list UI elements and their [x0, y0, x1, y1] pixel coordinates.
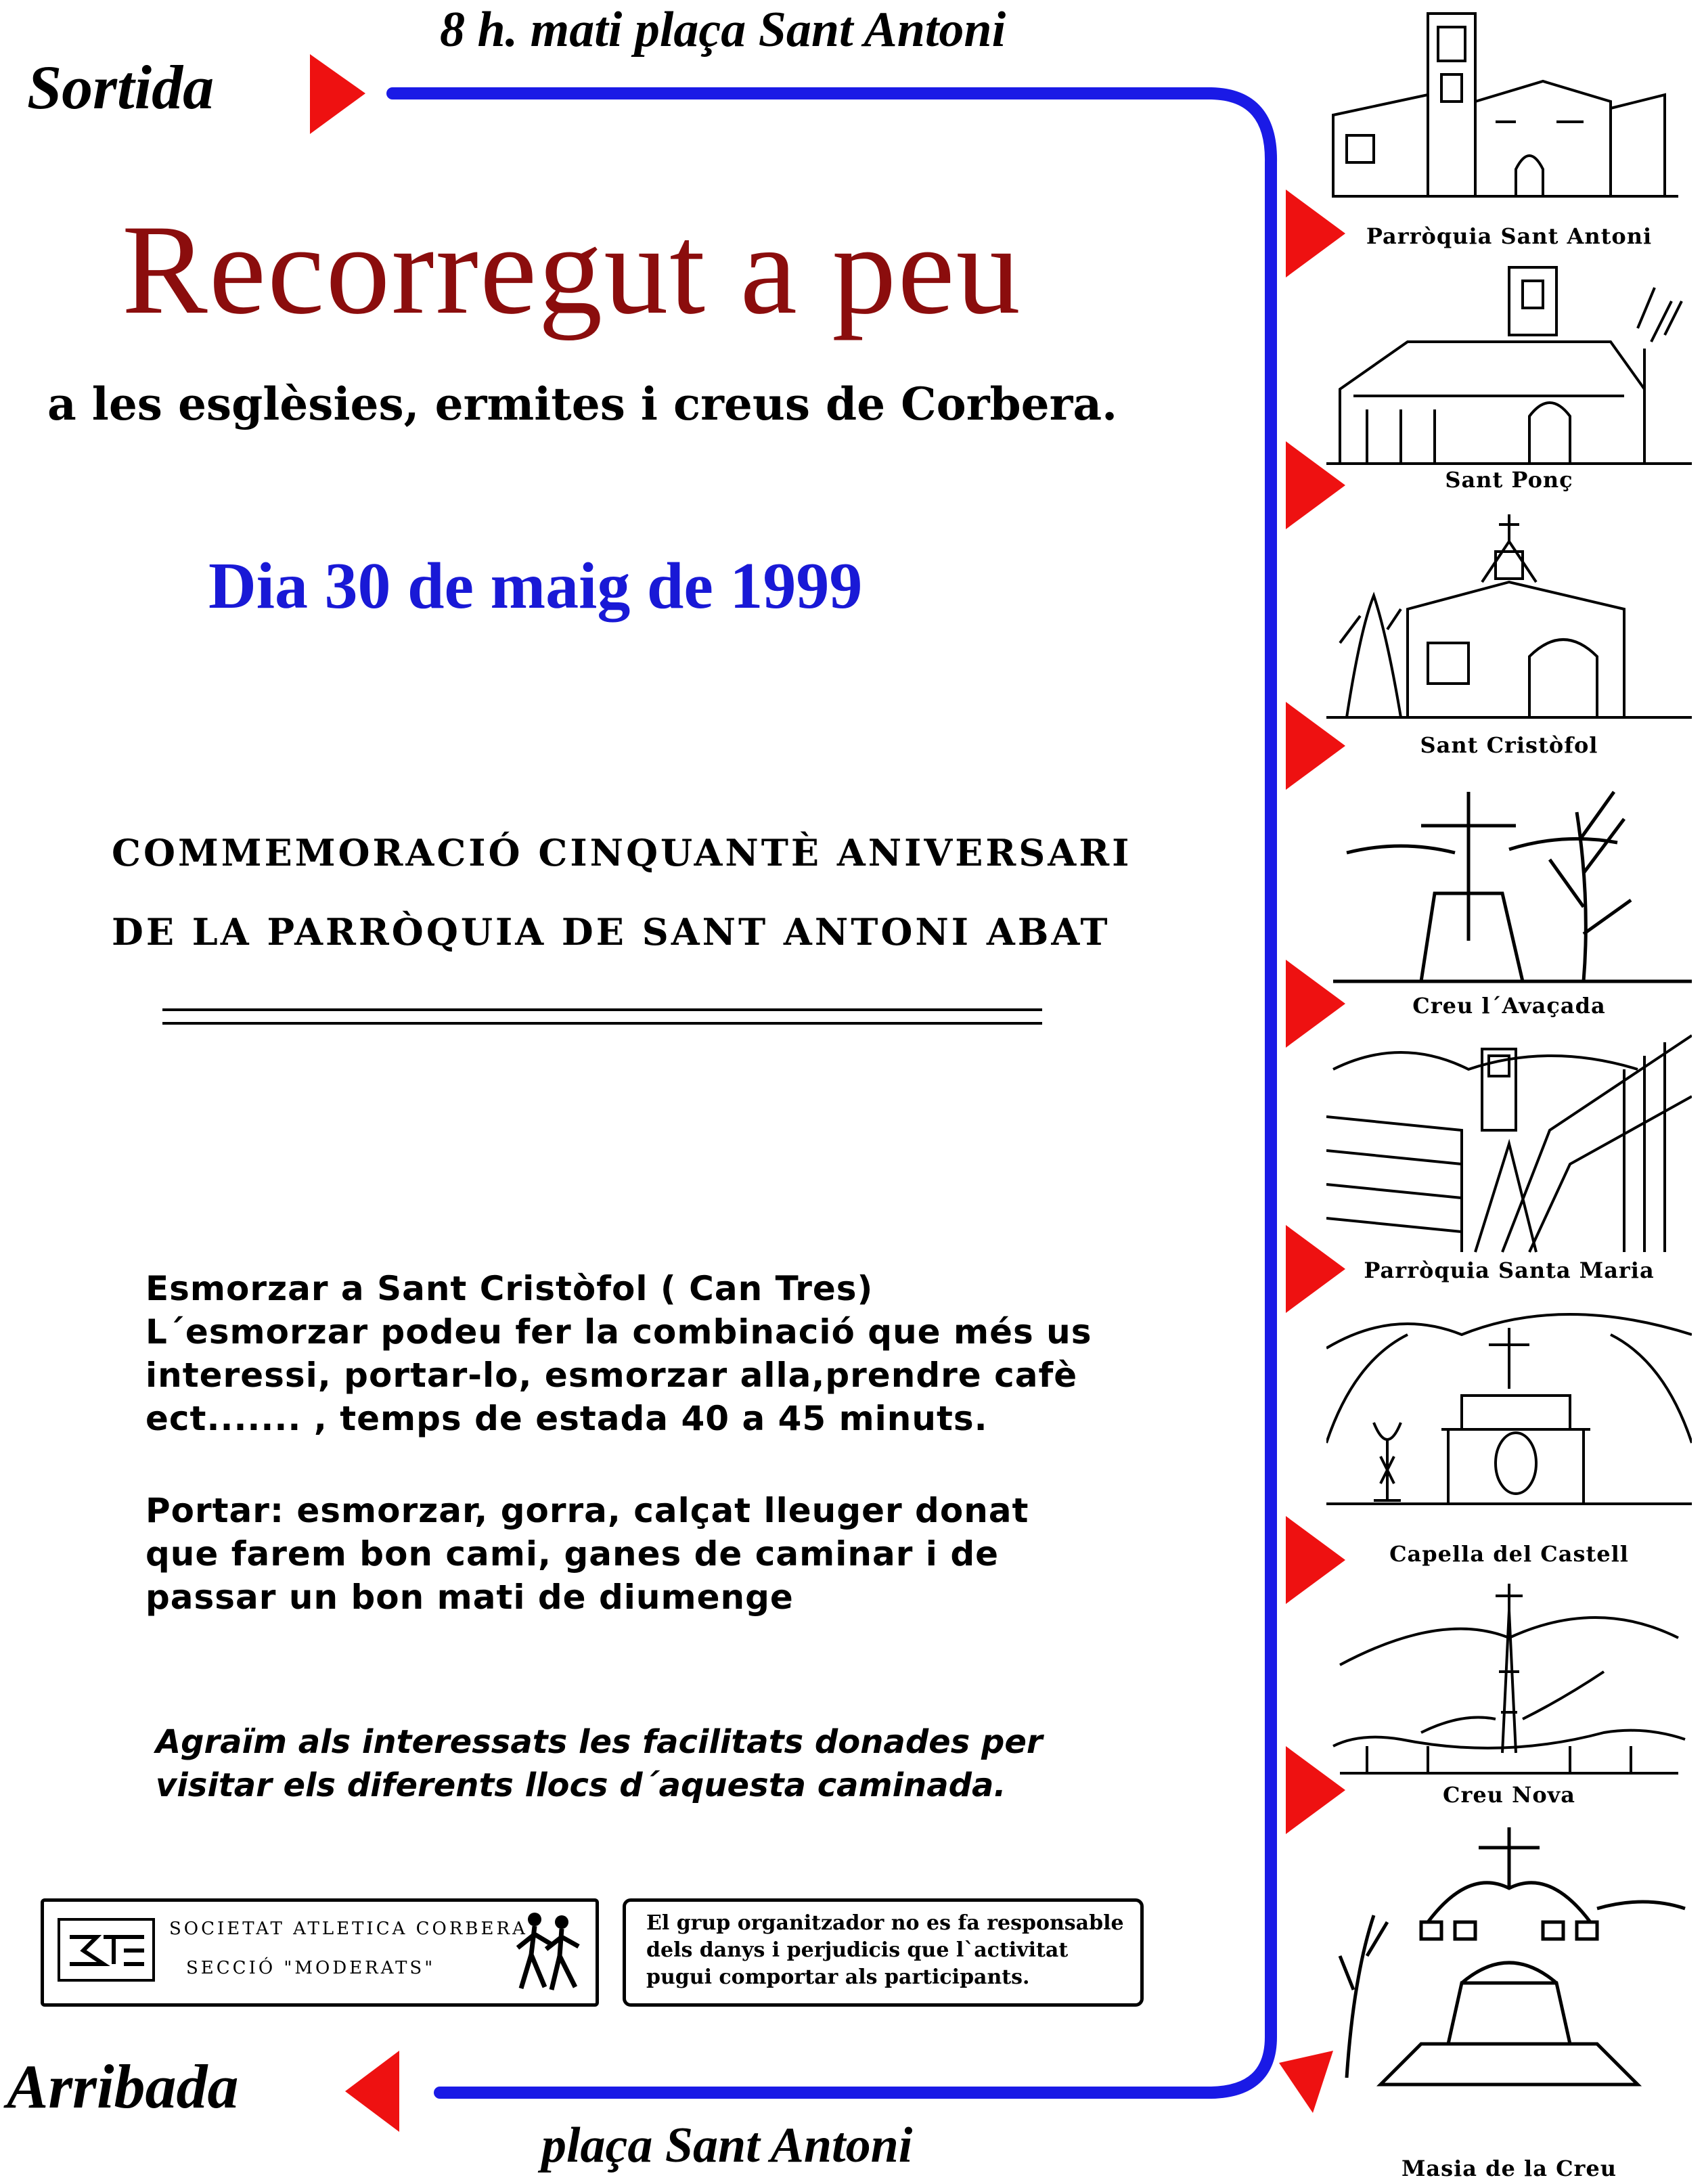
- chapel-altar-icon: [1326, 1294, 1692, 1511]
- disclaimer-text: [646, 1910, 1124, 1991]
- club-section: SECCIÓ "MODERATS": [186, 1958, 436, 1978]
- page-subtitle: a les esglèsies, ermites i creus de Corbera.: [47, 378, 1118, 430]
- page-title: Recorregut a peu: [122, 199, 1022, 341]
- church-bell-tower-icon: [1326, 7, 1692, 210]
- hermitage-icon: [1326, 508, 1692, 731]
- cross-landscape-icon: [1326, 1577, 1692, 1780]
- start-info: 8 h. mati plaça Sant Antoni: [440, 2, 1006, 58]
- end-label: Arribada: [7, 2052, 239, 2121]
- runners-icon: [511, 1907, 585, 1995]
- organizer-box: [41, 1898, 599, 2007]
- stone-cross-icon: [1326, 772, 1692, 988]
- text-line: que farem bon cami, ganes de caminar i de: [145, 1534, 1000, 1574]
- text-line: dels danys i perjudicis que l`activitat: [646, 1938, 1069, 1962]
- text-line: Esmorzar a Sant Cristòfol ( Can Tres): [145, 1269, 874, 1308]
- stop-label: Creu Nova: [1442, 1782, 1575, 1808]
- village-street-icon: [1326, 1029, 1692, 1259]
- breakfast-paragraph: [145, 1267, 1092, 1440]
- commemoration-line-1: COMMEMORACIÓ CINQUANTÈ ANIVERSARI: [112, 831, 1132, 874]
- stop-label: Parròquia Santa Maria: [1364, 1257, 1655, 1283]
- start-arrow: [310, 54, 365, 134]
- end-arrow: [345, 2051, 399, 2132]
- stop-label: Sant Ponç: [1445, 467, 1573, 493]
- text-line: ect....... , temps de estada 40 a 45 minuts.: [145, 1399, 988, 1438]
- stop-label: Creu l´Avaçada: [1412, 993, 1606, 1019]
- club-name: SOCIETAT ATLETICA CORBERA: [169, 1919, 528, 1939]
- stop-label: Parròquia Sant Antoni: [1366, 223, 1653, 249]
- text-line: passar un bon mati de diumenge: [145, 1578, 794, 1617]
- romanesque-church-icon: [1326, 261, 1692, 470]
- text-line: L´esmorzar podeu fer la combinació que més us: [145, 1312, 1092, 1352]
- divider: [162, 1008, 1042, 1011]
- divider: [162, 1022, 1042, 1025]
- stop-label: Capella del Castell: [1389, 1541, 1629, 1567]
- event-date: Dia 30 de maig de 1999: [208, 550, 863, 623]
- bring-paragraph: [145, 1489, 1029, 1619]
- stop-label: Sant Cristòfol: [1420, 732, 1598, 758]
- text-line: visitar els diferents llocs d´aquesta caminada.: [156, 1766, 1006, 1804]
- thanks-paragraph: [156, 1720, 1043, 1807]
- text-line: interessi, portar-lo, esmorzar alla,prendre cafè: [145, 1356, 1078, 1395]
- text-line: Agraïm als interessats les facilitats donades per: [156, 1723, 1043, 1761]
- covered-cross-icon: [1326, 1821, 1692, 2091]
- stop-label: Masia de la Creu: [1401, 2156, 1617, 2181]
- text-line: Portar: esmorzar, gorra, calçat lleuger donat: [145, 1491, 1029, 1530]
- bottom-corner-arrow: [1279, 2051, 1333, 2113]
- commemoration-line-2: DE LA PARRÒQUIA DE SANT ANTONI ABAT: [112, 910, 1111, 954]
- end-info: plaça Sant Antoni: [541, 2118, 913, 2173]
- text-line: El grup organitzador no es fa responsable: [646, 1911, 1124, 1935]
- start-label: Sortida: [27, 53, 215, 122]
- text-line: pugui comportar als participants.: [646, 1965, 1030, 1989]
- club-logo-icon: [56, 1917, 158, 1984]
- disclaimer-box: [623, 1898, 1144, 2007]
